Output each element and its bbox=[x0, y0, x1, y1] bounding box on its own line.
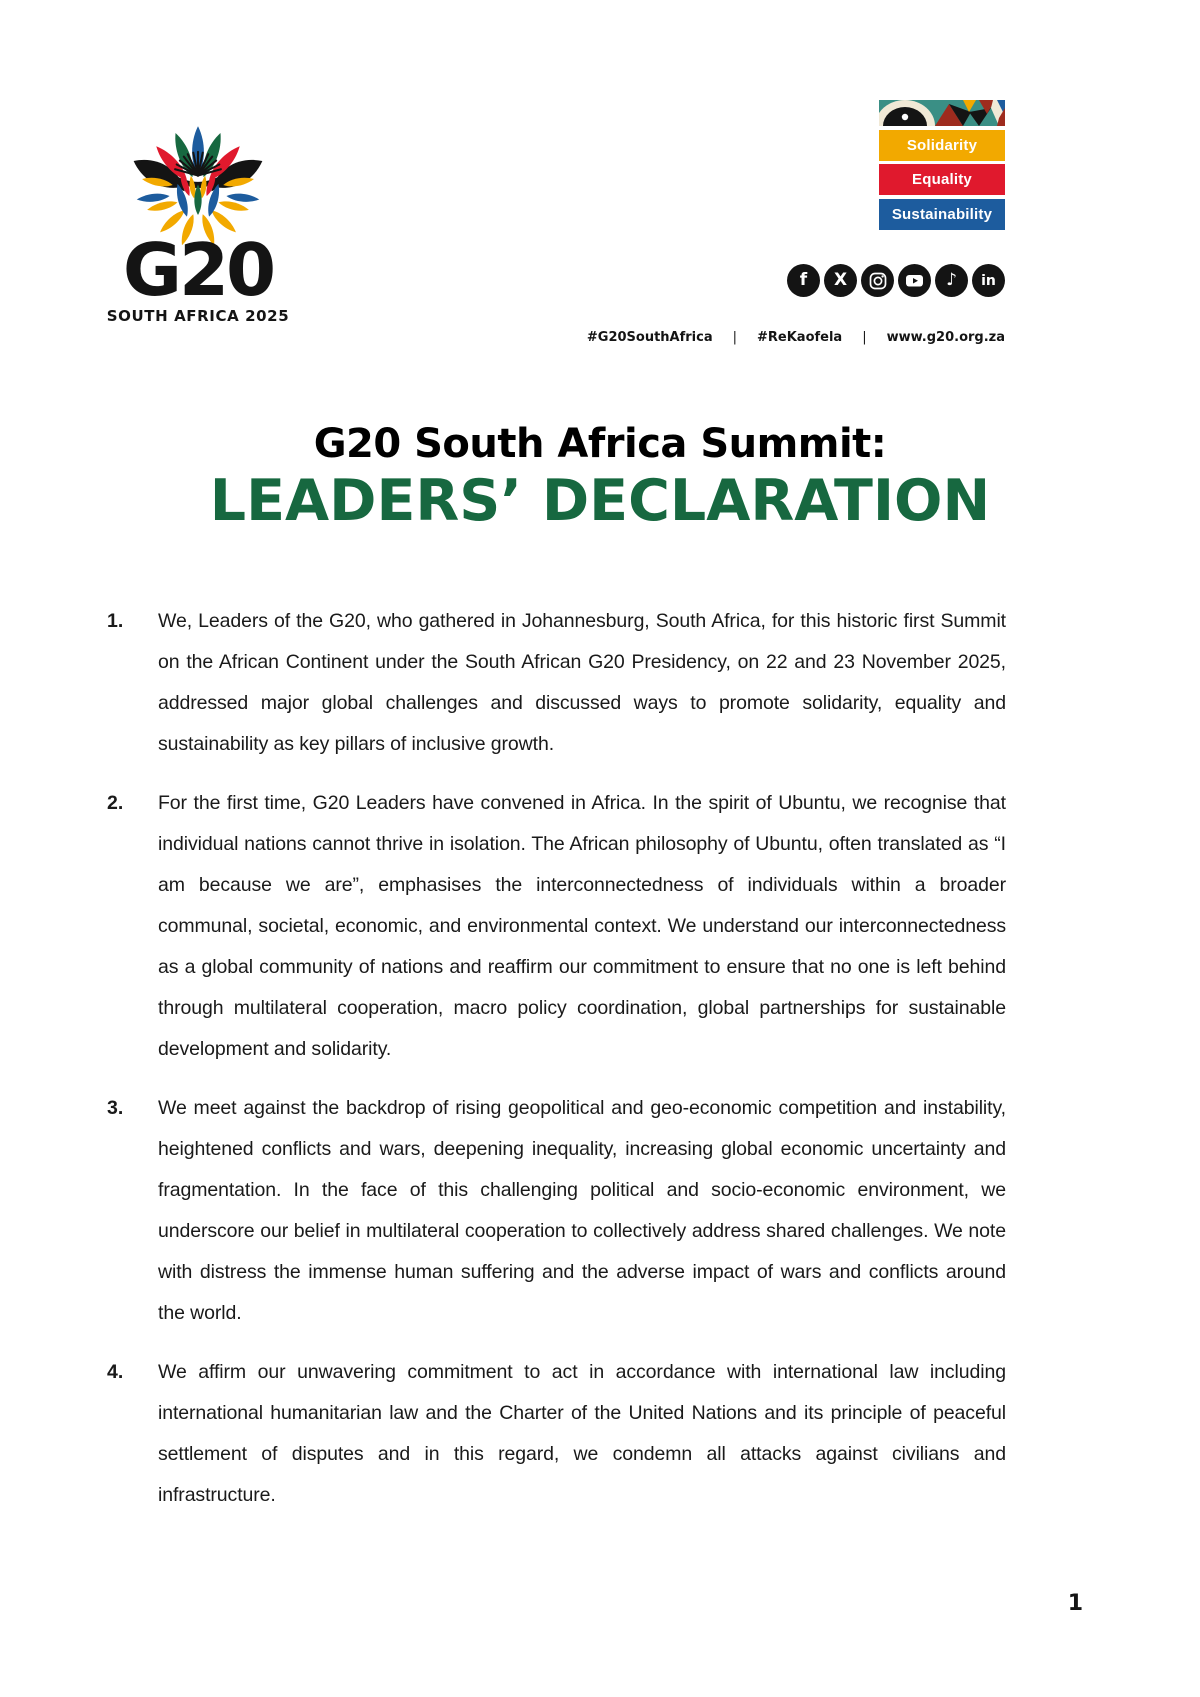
separator: | bbox=[862, 330, 867, 345]
protea-flower-icon bbox=[109, 95, 287, 245]
theme-bar-equality: Equality bbox=[879, 164, 1005, 195]
page-number: 1 bbox=[1067, 1591, 1083, 1616]
linkedin-icon[interactable]: in bbox=[972, 264, 1005, 297]
separator: | bbox=[732, 330, 737, 345]
declaration-paragraph bbox=[107, 783, 1006, 1070]
paragraph-number: 4. bbox=[107, 1361, 124, 1383]
paragraph-text: For the first time, G20 Leaders have convened in Africa. In the spirit of Ubuntu, we recognise that individual nations cannot thrive in isolation. The African philosophy of Ubuntu, often translated as “I am because we are”, emphasises the interconnectedness of individuals within a broader communal, societal, economic, and environmental context. We understand our interconnectedness as a global community of nations and reaffirm our commitment to ensure that no one is left behind through multilateral cooperation, macro policy coordination, global partnerships for sustainable development and solidarity. bbox=[158, 792, 1006, 1060]
hashtag-rekaofela: #ReKaofela bbox=[757, 330, 843, 345]
title-line1: G20 South Africa Summit: bbox=[313, 421, 887, 467]
logo-brand-text: G20 bbox=[122, 228, 274, 312]
declaration-paragraph bbox=[107, 1352, 1006, 1516]
paragraph-text: We meet against the backdrop of rising geopolitical and geo-economic competition and instability, heightened conflicts and wars, deepening inequality, increasing global economic uncertainty and fragmentation. In the face of this challenging political and socio-economic environment, we underscore our belief in multilateral cooperation to collectively address shared challenges. We note with distress the immense human suffering and the adverse impact of wars and conflicts around the world. bbox=[158, 1097, 1006, 1324]
document-title bbox=[0, 421, 1200, 534]
website-link[interactable]: www.g20.org.za bbox=[886, 330, 1005, 345]
theme-banner bbox=[879, 100, 1005, 230]
g20-logo bbox=[98, 95, 298, 325]
hashtag-g20southafrica: #G20SouthAfrica bbox=[586, 330, 713, 345]
logo-subtitle-text: SOUTH AFRICA 2025 bbox=[106, 307, 290, 326]
paragraph-number: 1. bbox=[107, 610, 124, 632]
tiktok-icon[interactable]: ♪ bbox=[935, 264, 968, 297]
declaration-paragraph bbox=[107, 1088, 1006, 1334]
title-line2: LEADERS’ DECLARATION bbox=[209, 468, 991, 534]
ndebele-pattern-icon bbox=[879, 100, 1005, 126]
paragraph-number: 3. bbox=[107, 1097, 124, 1119]
hashtag-row bbox=[587, 330, 1005, 345]
youtube-icon[interactable] bbox=[898, 264, 931, 297]
x-icon[interactable]: X bbox=[824, 264, 857, 297]
paragraph-number: 2. bbox=[107, 792, 124, 814]
theme-bar-solidarity: Solidarity bbox=[879, 130, 1005, 161]
paragraph-text: We affirm our unwavering commitment to act in accordance with international law including international humanitarian law and the Charter of the United Nations and its principle of peaceful settlement of disputes and in this regard, we condemn all attacks against civilians and infrastructure. bbox=[158, 1361, 1006, 1506]
facebook-icon[interactable]: f bbox=[787, 264, 820, 297]
paragraph-text: We, Leaders of the G20, who gathered in Johannesburg, South Africa, for this historic first Summit on the African Continent under the South African G20 Presidency, on 22 and 23 November 2025, addressed major global challenges and discussed ways to promote solidarity, equality and sustainability as key pillars of inclusive growth. bbox=[158, 610, 1006, 755]
theme-bar-sustainability: Sustainability bbox=[879, 199, 1005, 230]
declaration-paragraph bbox=[107, 601, 1006, 765]
declaration-body bbox=[107, 601, 1006, 1534]
social-icons-row bbox=[787, 264, 1005, 297]
instagram-icon[interactable] bbox=[861, 264, 894, 297]
